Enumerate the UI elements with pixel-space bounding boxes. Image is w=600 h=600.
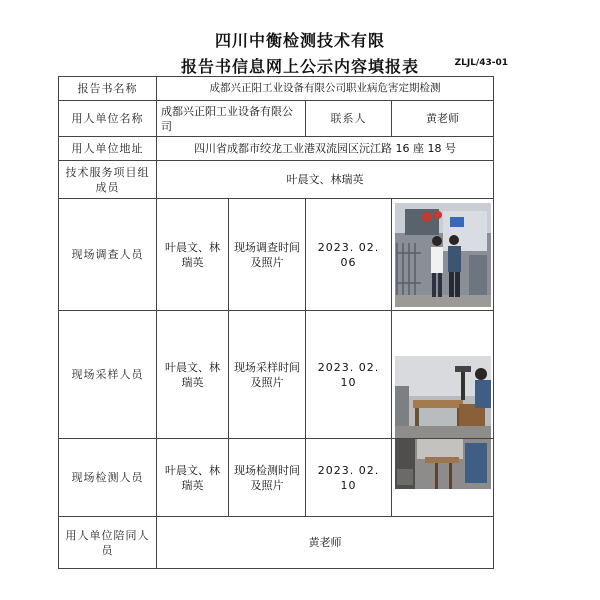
info-form-table bbox=[58, 76, 494, 569]
form-code: ZLJL/43-01 bbox=[454, 58, 508, 68]
testing-date: 2023. 02. 10 bbox=[306, 439, 392, 517]
survey-photo-cell bbox=[392, 199, 494, 311]
survey-label: 现场调查人员 bbox=[59, 199, 157, 311]
sampling-photo bbox=[395, 356, 491, 438]
row-report-name bbox=[59, 77, 494, 101]
survey-photo bbox=[395, 203, 491, 307]
row-address bbox=[59, 137, 494, 161]
company-title: 四川中衡检测技术有限 bbox=[214, 31, 385, 50]
sampling-photo-cell bbox=[392, 311, 494, 439]
contact-value: 黄老师 bbox=[392, 101, 494, 137]
employer-value: 成都兴正阳工业设备有限公司 bbox=[157, 101, 306, 137]
report-name-label: 报告书名称 bbox=[59, 77, 157, 101]
address-label: 用人单位地址 bbox=[59, 137, 157, 161]
employer-label: 用人单位名称 bbox=[59, 101, 157, 137]
report-name-value: 成都兴正阳工业设备有限公司职业病危害定期检测 bbox=[157, 77, 494, 101]
testing-photo-cell bbox=[392, 439, 494, 517]
row-team bbox=[59, 161, 494, 199]
testing-photo bbox=[395, 439, 491, 489]
testing-time-label: 现场检测时间及照片 bbox=[229, 439, 306, 517]
sampling-staff: 叶晨文、林瑞英 bbox=[157, 311, 229, 439]
sampling-time-label: 现场采样时间及照片 bbox=[229, 311, 306, 439]
sampling-date: 2023. 02. 10 bbox=[306, 311, 392, 439]
survey-staff: 叶晨文、林瑞英 bbox=[157, 199, 229, 311]
row-testing bbox=[59, 439, 494, 517]
team-label: 技术服务项目组成员 bbox=[59, 161, 157, 199]
row-survey bbox=[59, 199, 494, 311]
testing-label: 现场检测人员 bbox=[59, 439, 157, 517]
contact-label: 联系人 bbox=[306, 101, 392, 137]
team-value: 叶晨文、林瑞英 bbox=[157, 161, 494, 199]
escort-label: 用人单位陪同人员 bbox=[59, 517, 157, 569]
survey-date: 2023. 02. 06 bbox=[306, 199, 392, 311]
escort-value: 黄老师 bbox=[157, 517, 494, 569]
row-employer bbox=[59, 101, 494, 137]
sampling-label: 现场采样人员 bbox=[59, 311, 157, 439]
address-value: 四川省成都市绞龙工业港双流园区沅江路 16 座 18 号 bbox=[157, 137, 494, 161]
form-title: 报告书信息网上公示内容填报表 bbox=[180, 57, 419, 76]
testing-staff: 叶晨文、林瑞英 bbox=[157, 439, 229, 517]
survey-time-label: 现场调查时间及照片 bbox=[229, 199, 306, 311]
row-sampling bbox=[59, 311, 494, 439]
row-escort bbox=[59, 517, 494, 569]
